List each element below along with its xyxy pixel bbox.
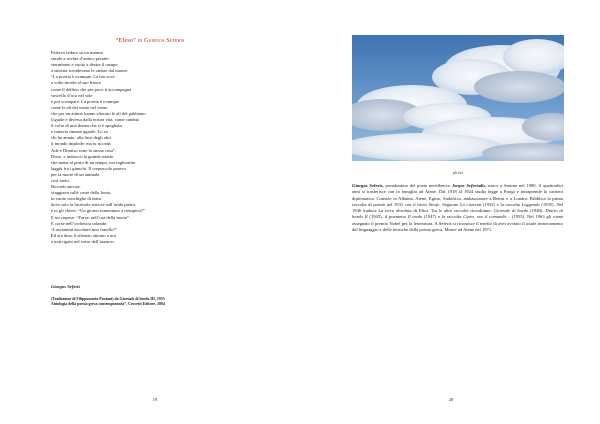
bio-text: (1945), il poemetto bbox=[367, 214, 408, 220]
poem-signature: Giorgos Seferis bbox=[51, 284, 81, 289]
right-page bbox=[300, 0, 600, 424]
poem-line: il mondo implode; ma tu ricorda bbox=[51, 141, 111, 147]
bio-real-name: Jorgos Seferiadis bbox=[451, 183, 486, 188]
bio-work-title: Il tordo bbox=[407, 214, 423, 220]
credits-line: (Traduzione di Filippomaria Pontani) da Giornale di bordo III, 1955 bbox=[51, 297, 165, 301]
bio-text: (1932) e la raccolta bbox=[481, 201, 522, 207]
poem-text bbox=[51, 50, 251, 245]
poem-line: Uguale e diversa dalla nostra vita, come cambia bbox=[51, 117, 140, 123]
poem-line: e io gli chiesi: “Un giorno torneranno a riempirsi?” bbox=[51, 208, 145, 214]
poem-line: sterminato e vuoto a destra il campo bbox=[51, 62, 118, 68]
poem-line: simile a rovina d’antico portale: bbox=[51, 56, 110, 62]
bio-work-title: Diario di bordo II bbox=[352, 208, 563, 220]
poem-line: Disse, e imboccò la grande strada bbox=[51, 153, 113, 159]
poem-line: a volte incede al suo fianco bbox=[51, 80, 102, 86]
bio-work-title: Giornale di bordo bbox=[493, 208, 529, 214]
bio-text: (1955). Nel 1963 gli viene assegnato il premio Nobel per la letteratura. A Seferis si riconosce il merito di aver avviato il totale rinnovamento del linguaggio e delle tecniche della poesia greca. Muore ad Atene nel 1971. bbox=[352, 214, 564, 233]
bio-text: , pseudonimo del poeta neoellenico bbox=[382, 183, 452, 188]
bio-text: (1940), bbox=[528, 208, 546, 214]
bio-text: . Seguono bbox=[439, 201, 460, 207]
credits-line: Antologia della poesia greca contemporanea”, Crocetti Editore, 2004 bbox=[51, 302, 165, 306]
poem-line: Ed era duro il silenzio attorno a noi bbox=[51, 232, 116, 238]
poem-line: e non rigato nel vetro dell’azzurro. bbox=[51, 238, 115, 244]
bio-work-title: La terra desolata bbox=[378, 208, 412, 214]
page-number-left: 19 bbox=[152, 397, 158, 402]
poem-line: laggiù fra i giunchi. Il crepuscolo pareva bbox=[51, 165, 126, 171]
poem-line: in vuote conchiglie di teatri bbox=[51, 196, 102, 202]
poem-title-author: Giorgos Seferis bbox=[144, 38, 185, 44]
poem-line: così nudo. bbox=[51, 177, 70, 183]
author-biography bbox=[352, 183, 563, 233]
poem-line: Parlava seduto su un marmo bbox=[51, 50, 104, 55]
bio-text: (1947) e la raccolta bbox=[422, 214, 464, 220]
translation-credits bbox=[51, 297, 221, 307]
poem-line: “La poesia è ovunque. La tua voce bbox=[51, 74, 115, 80]
poem-line: e tuttavia rimane uguale. Lo sa bbox=[51, 129, 108, 135]
bio-work-title: Cipro, ove il comandò… bbox=[463, 214, 511, 220]
photo-credit: ph riri bbox=[453, 170, 463, 175]
poem-line: dove solo la lucertola striscia sull’arida pietra, bbox=[51, 202, 136, 208]
poem-line: Ade e Dioniso sono la stessa cosa”. bbox=[51, 147, 117, 153]
poem-line: il volto di una donna che si è spogliata, bbox=[51, 123, 123, 129]
bio-work-title: Strofe bbox=[428, 201, 440, 207]
poem-line: chi ha amato: alla luce degli altri bbox=[51, 135, 112, 141]
bio-text: , nasce a Smirne nel 1900. A quattordici anni si trasferisce con la famiglia ad Atene. Dal 1918 al 1924 studia legge a Parigi e intraprende la carriera diplomatica. Console in Albania, Atene, Egitto, Sudafrica, ambasciatore a Beirut e a Londra. Pubblica la prima raccolta di poesie nel 1931 con il titolo bbox=[352, 183, 563, 207]
sky-clouds-photo bbox=[352, 35, 564, 161]
poem-line: che mena al porto di un tempo, ora inghiottito bbox=[51, 159, 136, 165]
sky-clouds-image bbox=[352, 35, 564, 161]
poem-line: come le ali del vento nel vento bbox=[51, 104, 108, 110]
poem-line: E corse nell’orchestra urlando: bbox=[51, 220, 108, 226]
poem-line: come il delfino che per poco ti accompagna bbox=[51, 86, 132, 92]
poem-line: a sinistra scendevano le ombre dal monte: bbox=[51, 68, 129, 74]
poem-line: Ricordo ancora: bbox=[51, 184, 81, 190]
poem-line: per la morte di un animale, bbox=[51, 171, 101, 177]
poem-line: viaggiava sulle coste della Ionia, bbox=[51, 190, 112, 196]
bio-text: (1935). Nel 1936 traduce bbox=[352, 201, 563, 214]
poem-line: e poi scompare. La poesia è ovunque bbox=[51, 98, 119, 104]
bio-author-name: Giorgos Seferis bbox=[352, 183, 383, 188]
poem-title bbox=[0, 38, 300, 44]
poem-line: che per un attimo hanno sfiorato le ali del gabbiano. bbox=[51, 110, 147, 116]
page-number-right: 20 bbox=[448, 397, 454, 402]
poem-line: E mi rispose: “Forse, nell’ora della morte”. bbox=[51, 214, 131, 220]
poem-title-name: “Efeso” bbox=[115, 38, 136, 44]
bio-work-title: La cisterna bbox=[459, 201, 482, 207]
poem-line: “Lasciatemi ascoltare mio fratello!” bbox=[51, 226, 117, 232]
poem-line: vascello d’oro nel sole bbox=[51, 92, 93, 98]
bio-text: di Eliot. Tra le altre raccolte ricordiamo: bbox=[411, 208, 494, 214]
poem-title-conjunction: di bbox=[137, 38, 143, 44]
bio-work-title: Leggenda bbox=[521, 201, 540, 207]
